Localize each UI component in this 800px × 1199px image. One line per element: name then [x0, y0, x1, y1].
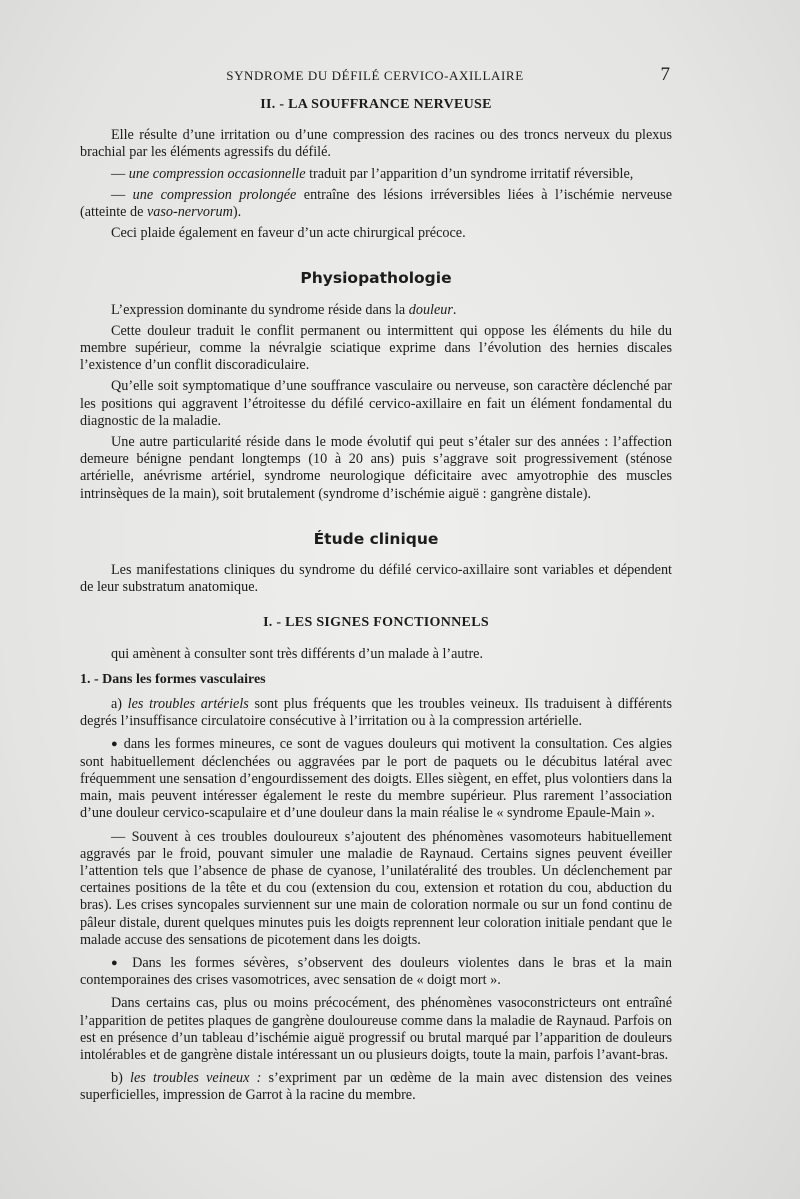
- emphasis: une compression prolongée: [132, 186, 297, 203]
- paragraph-formes-mineures: [80, 736, 672, 822]
- text: traduit par l’apparition d’un syndrome irritatif réversible,: [305, 165, 634, 182]
- paragraph: Elle résulte d’une irritation ou d’une compression des racines ou des troncs nerveux du plexus brachial par les éléments agressifs du défilé.: [80, 127, 672, 161]
- paragraph: qui amènent à consulter sont très différents d’un malade à l’autre.: [111, 645, 484, 662]
- text: s’expriment par un œdème de la main avec distension des veines superficielles, impression de Garrot à la racine du membre.: [80, 1070, 673, 1104]
- paragraph-troubles-arteriels: [80, 696, 672, 730]
- text: .: [452, 301, 457, 318]
- subheading-formes-vasculaires: 1. - Dans les formes vasculaires: [80, 671, 266, 687]
- dash: —: [111, 165, 129, 182]
- section-heading-etude-clinique: Étude clinique: [313, 529, 439, 548]
- section-heading-physiopathologie: Physiopathologie: [300, 269, 452, 288]
- emphasis: vaso-nervorum: [146, 204, 233, 221]
- paragraph-formes-severes: [80, 955, 672, 989]
- dash: —: [111, 186, 133, 203]
- paragraph-gangrene: Dans certains cas, plus ou moins précocément, des phénomènes vasoconstricteurs ont entraîné l’apparition de petites plaques de gangrène douloureuse comme dans la maladie de Raynaud. Parfois on est en présence d’un tableau d’ischémie aiguë progressif ou brutal marqué par l’apparition de douleurs intolérables et de gangrène distale intéressant un ou plusieurs doigts, toute la main, parfois l’avant-bras.: [80, 995, 672, 1063]
- emphasis: les troubles artériels: [127, 696, 249, 713]
- running-title: SYNDROME DU DÉFILÉ CERVICO-AXILLAIRE: [226, 68, 524, 83]
- text: L’expression dominante du syndrome réside dans la: [111, 301, 409, 318]
- paragraph-compression-prolongee: [80, 187, 672, 221]
- text: entraîne des lésions irréversibles liées à l’ischémie nerveuse (atteinte de: [80, 186, 673, 221]
- paragraph: Ceci plaide également en faveur d’un acte chirurgical précoce.: [111, 225, 466, 242]
- page-content: [80, 96, 672, 1109]
- emphasis: douleur: [408, 301, 453, 318]
- text: sont plus fréquents que les troubles veineux. Ils traduisent à différents degrés l’insuffisance circulatoire consécutive à l’irritation ou à la compression artérielle.: [80, 696, 672, 730]
- paragraph: Une autre particularité réside dans le mode évolutif qui peut s’étaler sur des années : l’affection demeure bénigne pendant longtemps (10 à 20 ans) puis s’aggrave soit progressivement (sténose artérielle, anévrisme artériel, syndrome neurologique déficitaire avec amyotrophie des muscles intrinsèques de la main), soit brutalement (syndrome d’ischémie aiguë : gangrène distale).: [80, 434, 672, 502]
- page-number: 7: [660, 64, 670, 85]
- bullet-icon: ●: [111, 956, 124, 969]
- bullet-icon: ●: [111, 738, 119, 751]
- paragraph: [80, 302, 672, 319]
- text: ).: [232, 204, 242, 221]
- label: a): [111, 696, 128, 713]
- emphasis: une compression occasionnelle: [128, 165, 306, 182]
- text: Dans les formes sévères, s’observent des douleurs violentes dans le bras et la main contemporaines des crises vasomotrices, avec sensation de « doigt mort ».: [80, 954, 672, 989]
- emphasis: les troubles veineux :: [130, 1070, 262, 1087]
- label: b): [111, 1070, 130, 1087]
- paragraph: Les manifestations cliniques du syndrome du défilé cervico-axillaire sont variables et dépendent de leur substratum anatomique.: [80, 562, 672, 596]
- section-heading-souffrance-nerveuse: II. - LA SOUFFRANCE NERVEUSE: [260, 97, 492, 112]
- paragraph-compression-occasionnelle: [80, 166, 672, 183]
- paragraph-phenomenes-vasomoteurs: — Souvent à ces troubles douloureux s’ajoutent des phénomènes vasomoteurs habituellement aggravés par le froid, pouvant simuler une maladie de Raynaud. Certains signes peuvent éveiller l’attention tels que l’absence de phase de cyanose, l’unilatéralité des troubles. Un déclenchement par certaines positions de la tête et du cou (extension du cou, extension et rotation du cou, abduction du bras). Les crises syncopales surviennent sur une main de coloration normale ou sur un fond continu de pâleur distale, durent quelques minutes puis les doigts reprennent leur coloration initiale pendant que le malade accuse des sensations de picotement dans les doigts.: [80, 828, 672, 948]
- paragraph: Cette douleur traduit le conflit permanent ou intermittent qui oppose les éléments du hile du membre supérieur, comme la névralgie sciatique exprime dans l’évolution des hernies discales l’existence d’un conflit discoradiculaire.: [80, 322, 672, 374]
- paragraph: Qu’elle soit symptomatique d’une souffrance vasculaire ou nerveuse, son caractère déclenché par les positions qui aggravent l’étroitesse du défilé cervico-axillaire en fait un élément fondamental du diagnostic de la maladie.: [80, 378, 672, 429]
- text: dans les formes mineures, ce sont de vagues douleurs qui motivent la consultation. Ces algies sont habituellement déclenchées ou aggravées par le port de paquets ou le décubitus latéral avec fréquemment une sensation d’engourdissement des doigts. Elles siègent, en effet, plus volontiers dans la main, mais peuvent intéresser également le reste du membre supérieur. Plus rarement l’association d’une douleur cervico-scapulaire et d’une douleur dans la main réalise le « syndrome Epaule-Main ».: [80, 736, 673, 822]
- paragraph-troubles-veineux: [80, 1070, 672, 1104]
- section-heading-signes-fonctionnels: I. - LES SIGNES FONCTIONNELS: [263, 615, 489, 631]
